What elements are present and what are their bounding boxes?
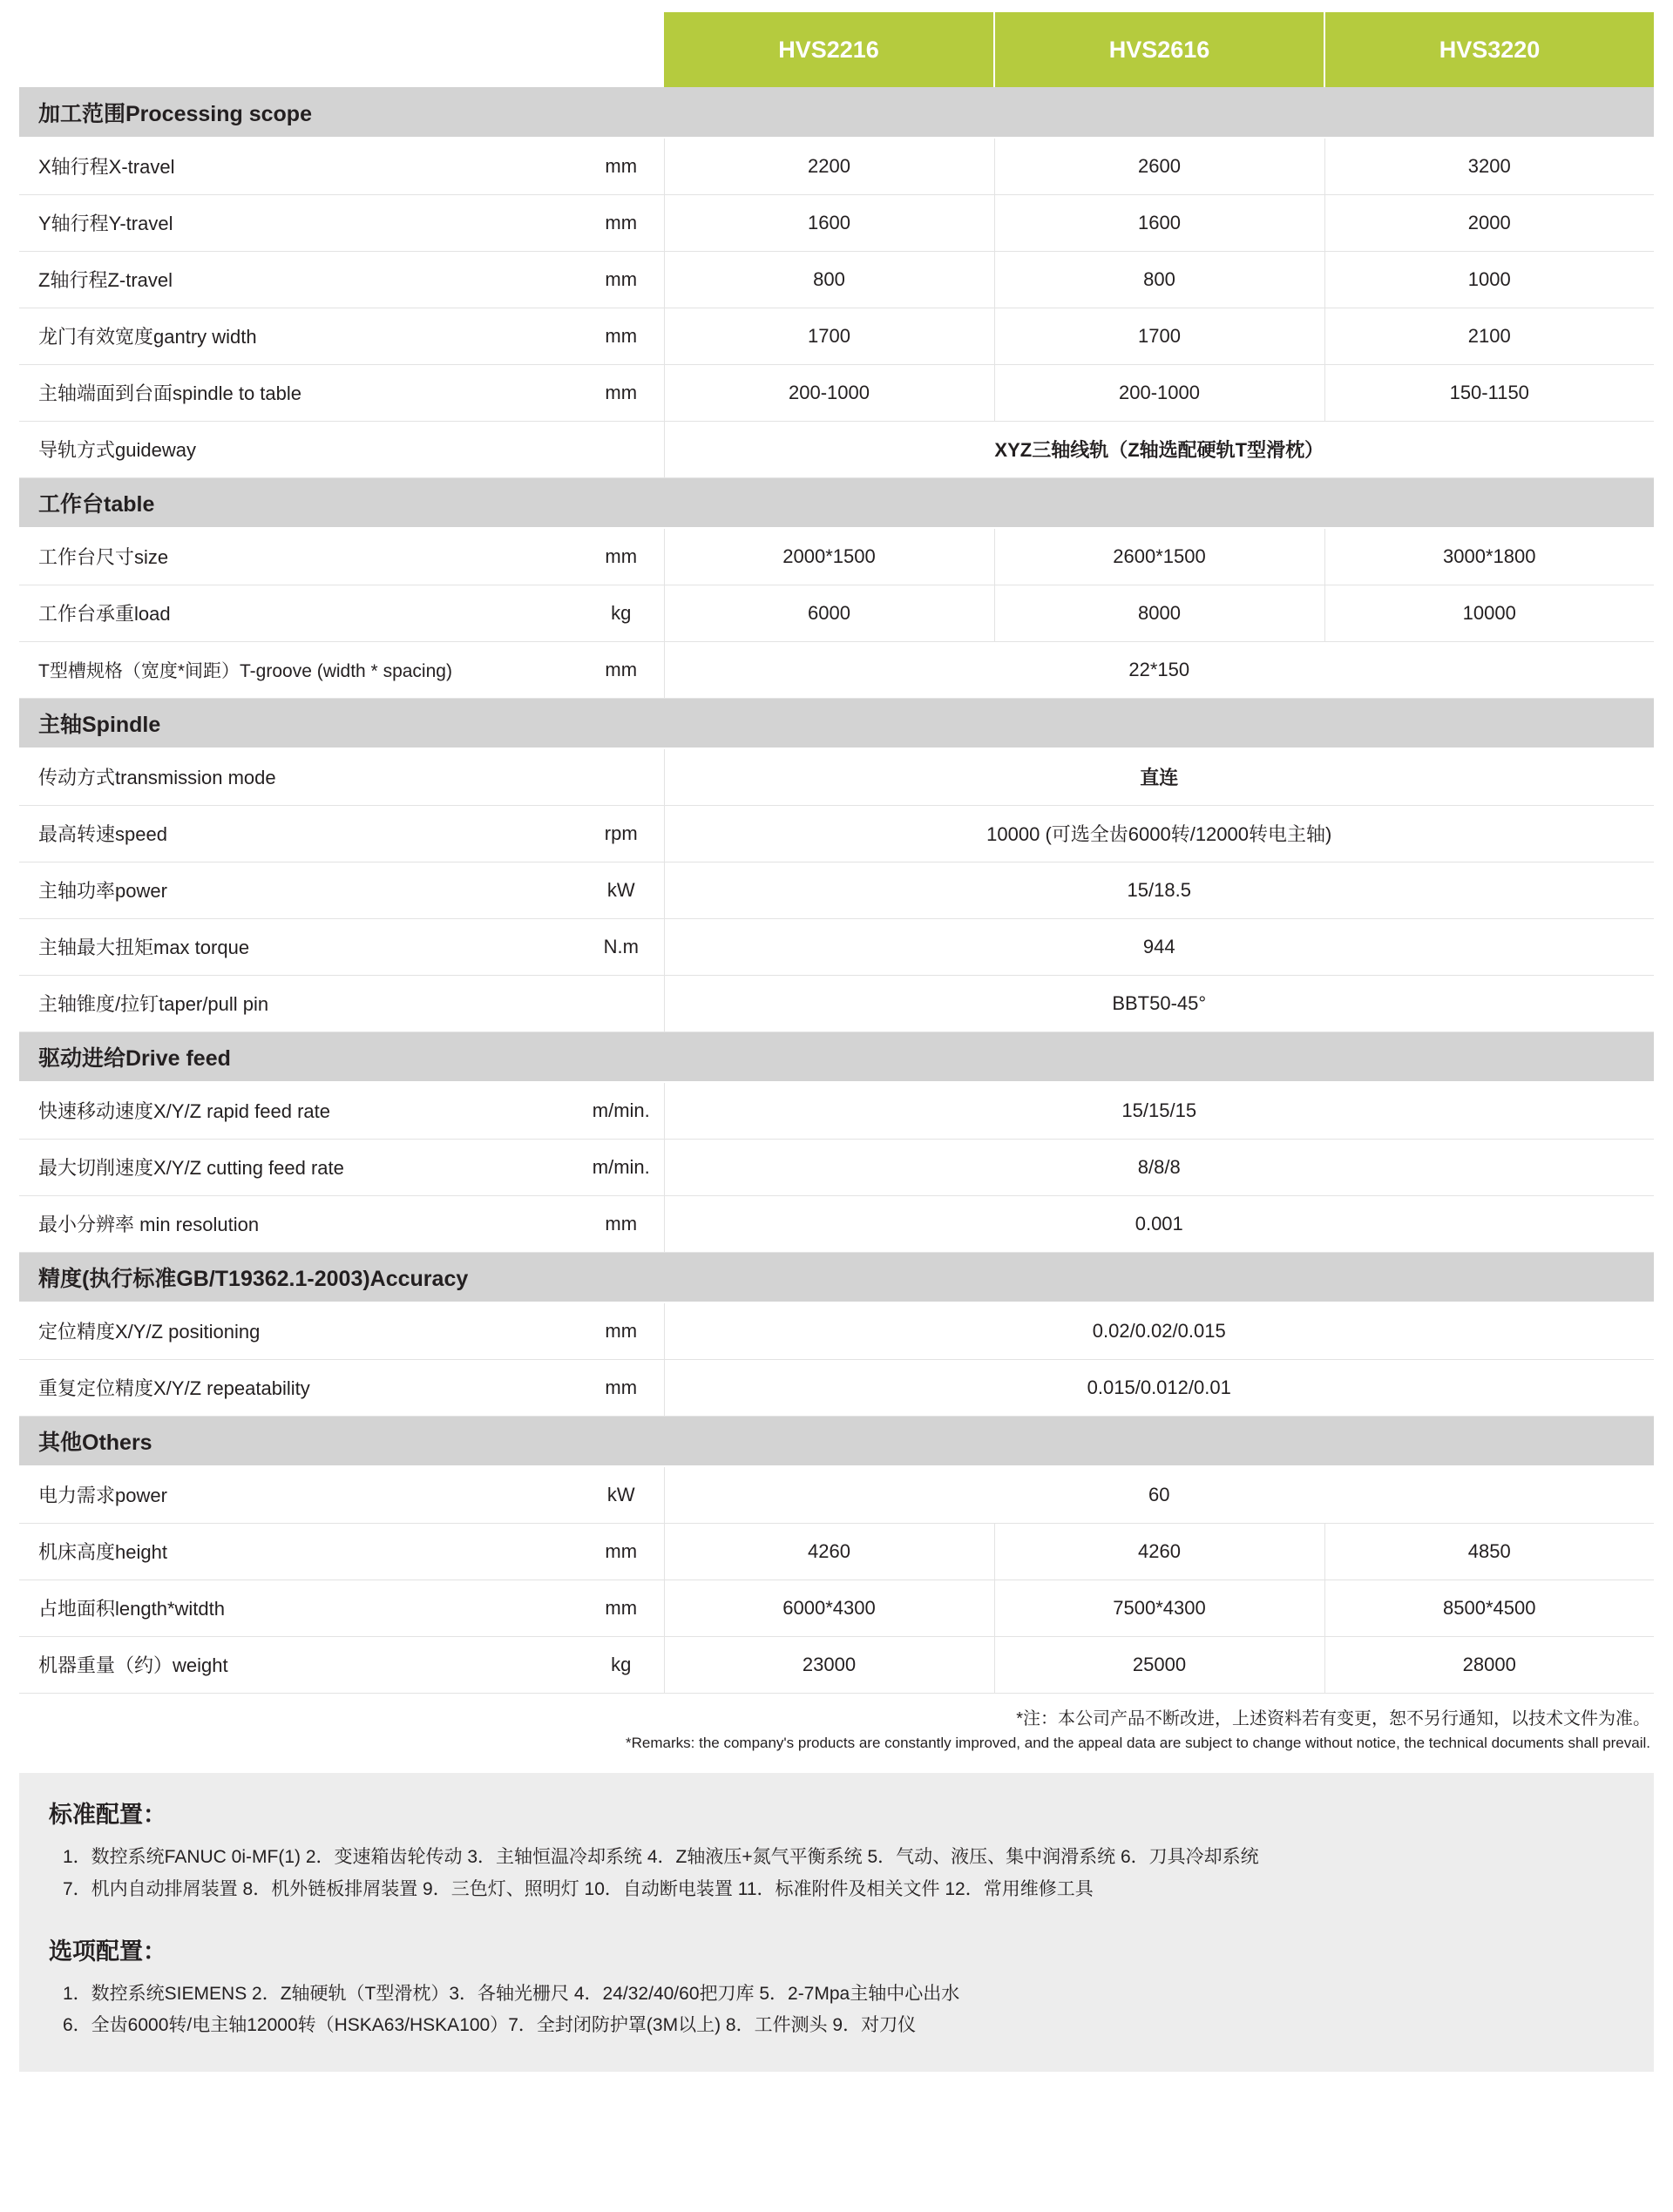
row-label: 主轴最大扭矩max torque xyxy=(19,918,579,975)
table-row xyxy=(19,641,1654,698)
row-label: 工作台承重load xyxy=(19,585,579,641)
table-row xyxy=(19,528,1654,585)
section-row xyxy=(19,1032,1654,1082)
row-value-model-2: 2600 xyxy=(994,138,1324,194)
row-label: 主轴功率power xyxy=(19,862,579,918)
row-value-all-models: 22*150 xyxy=(664,641,1654,698)
row-value-all-models: 0.015/0.012/0.01 xyxy=(664,1359,1654,1416)
row-value-all-models: 15/18.5 xyxy=(664,862,1654,918)
table-row xyxy=(19,1195,1654,1252)
option-config-title: 选项配置： xyxy=(49,1938,166,1965)
row-value-all-models: 0.02/0.02/0.015 xyxy=(664,1302,1654,1359)
table-row xyxy=(19,918,1654,975)
row-value-model-2: 4260 xyxy=(994,1523,1324,1580)
row-label: X轴行程X-travel xyxy=(19,138,579,194)
row-label: 最小分辨率 min resolution xyxy=(19,1195,579,1252)
section-row xyxy=(19,1252,1654,1302)
section-row xyxy=(19,698,1654,748)
row-unit: mm xyxy=(579,641,664,698)
table-row xyxy=(19,1082,1654,1139)
row-value-all-models: BBT50-45° xyxy=(664,975,1654,1032)
row-value-model-2: 200-1000 xyxy=(994,364,1324,421)
row-unit: mm xyxy=(579,364,664,421)
row-unit: mm xyxy=(579,251,664,308)
row-unit: kW xyxy=(579,862,664,918)
row-label: T型槽规格（宽度*间距）T-groove (width * spacing) xyxy=(19,641,579,698)
standard-config-title: 标准配置： xyxy=(49,1802,166,1828)
row-unit: mm xyxy=(579,138,664,194)
row-label: 龙门有效宽度gantry width xyxy=(19,308,579,364)
row-value-model-3: 2100 xyxy=(1324,308,1654,364)
remarks-block xyxy=(19,1706,1654,1755)
table-row xyxy=(19,421,1654,477)
table-row xyxy=(19,308,1654,364)
row-unit: mm xyxy=(579,1302,664,1359)
row-value-all-models: XYZ三轴线轨（Z轴选配硬轨T型滑枕） xyxy=(664,421,1654,477)
model-header-1: HVS2216 xyxy=(664,12,994,87)
row-unit: kg xyxy=(579,1636,664,1693)
table-row xyxy=(19,251,1654,308)
row-label: 快速移动速度X/Y/Z rapid feed rate xyxy=(19,1082,579,1139)
section-title: 工作台table xyxy=(19,477,1654,528)
row-label: 传动方式transmission mode xyxy=(19,748,579,805)
row-label: 主轴锥度/拉钉taper/pull pin xyxy=(19,975,579,1032)
row-unit: mm xyxy=(579,1359,664,1416)
header-blank-label xyxy=(19,12,579,87)
row-value-model-2: 1600 xyxy=(994,194,1324,251)
row-unit: mm xyxy=(579,194,664,251)
section-row xyxy=(19,477,1654,528)
row-value-model-3: 1000 xyxy=(1324,251,1654,308)
row-unit: rpm xyxy=(579,805,664,862)
table-row xyxy=(19,1359,1654,1416)
row-value-model-3: 8500*4500 xyxy=(1324,1580,1654,1636)
section-row xyxy=(19,1416,1654,1466)
row-value-all-models: 8/8/8 xyxy=(664,1139,1654,1195)
table-row xyxy=(19,805,1654,862)
row-unit: mm xyxy=(579,1195,664,1252)
table-row xyxy=(19,138,1654,194)
remarks-english: *Remarks: the company's products are constantly improved, and the appeal data are subject to change without notice, the technical documents shall prevail. xyxy=(626,1734,1650,1751)
section-row xyxy=(19,87,1654,138)
standard-config-line: 1．数控系统FANUC 0i-MF(1) 2．变速箱齿轮传动 3．主轴恒温冷却系统 4．Z轴液压+氮气平衡系统 5．气动、液压、集中润滑系统 6．刀具冷却系统 xyxy=(63,1847,1259,1867)
specification-table-body xyxy=(19,12,1654,1693)
row-label: 电力需求power xyxy=(19,1466,579,1523)
table-row xyxy=(19,194,1654,251)
row-value-model-1: 6000*4300 xyxy=(664,1580,994,1636)
model-header-2: HVS2616 xyxy=(994,12,1324,87)
row-value-model-1: 800 xyxy=(664,251,994,308)
row-label: Z轴行程Z-travel xyxy=(19,251,579,308)
row-value-all-models: 0.001 xyxy=(664,1195,1654,1252)
row-value-model-2: 7500*4300 xyxy=(994,1580,1324,1636)
table-row xyxy=(19,1302,1654,1359)
section-title: 主轴Spindle xyxy=(19,698,1654,748)
option-config-line: 1．数控系统SIEMENS 2．Z轴硬轨（T型滑枕）3．各轴光栅尺 4．24/32/40/60把刀库 5．2-7Mpa主轴中心出水 xyxy=(63,1983,960,2004)
row-unit: m/min. xyxy=(579,1139,664,1195)
row-value-all-models: 直连 xyxy=(664,748,1654,805)
standard-config-line: 7．机内自动排屑装置 8．机外链板排屑装置 9．三色灯、照明灯 10．自动断电装置 11．标准附件及相关文件 12．常用维修工具 xyxy=(63,1878,1094,1899)
configuration-box xyxy=(19,1773,1654,2072)
row-value-all-models: 15/15/15 xyxy=(664,1082,1654,1139)
row-label: 导轨方式guideway xyxy=(19,421,579,477)
section-title: 其他Others xyxy=(19,1416,1654,1466)
header-blank-unit xyxy=(579,12,664,87)
table-row xyxy=(19,585,1654,641)
row-unit: kg xyxy=(579,585,664,641)
model-header-3: HVS3220 xyxy=(1324,12,1654,87)
row-value-model-1: 2000*1500 xyxy=(664,528,994,585)
row-value-model-1: 6000 xyxy=(664,585,994,641)
row-value-model-3: 150-1150 xyxy=(1324,364,1654,421)
row-value-model-1: 200-1000 xyxy=(664,364,994,421)
specification-table xyxy=(19,12,1654,1694)
row-value-model-2: 800 xyxy=(994,251,1324,308)
row-unit xyxy=(579,975,664,1032)
row-value-model-2: 1700 xyxy=(994,308,1324,364)
row-value-model-3: 10000 xyxy=(1324,585,1654,641)
row-unit: mm xyxy=(579,308,664,364)
row-value-model-1: 2200 xyxy=(664,138,994,194)
row-label: 机床高度height xyxy=(19,1523,579,1580)
row-unit: kW xyxy=(579,1466,664,1523)
table-row xyxy=(19,862,1654,918)
row-value-model-1: 1700 xyxy=(664,308,994,364)
row-value-model-1: 1600 xyxy=(664,194,994,251)
row-value-model-1: 4260 xyxy=(664,1523,994,1580)
row-value-model-3: 28000 xyxy=(1324,1636,1654,1693)
option-config-line: 6．全齿6000转/电主轴12000转（HSKA63/HSKA100）7．全封闭防护罩(3M以上) 8．工件测头 9．对刀仪 xyxy=(63,2015,917,2036)
table-row xyxy=(19,1580,1654,1636)
row-label: 重复定位精度X/Y/Z repeatability xyxy=(19,1359,579,1416)
row-label: 最大切削速度X/Y/Z cutting feed rate xyxy=(19,1139,579,1195)
section-title: 精度(执行标准GB/T19362.1-2003)Accuracy xyxy=(19,1252,1654,1302)
row-value-model-3: 3000*1800 xyxy=(1324,528,1654,585)
row-unit xyxy=(579,748,664,805)
remarks-chinese: *注：本公司产品不断改进，上述资料若有变更，恕不另行通知，以技术文件为准。 xyxy=(1016,1708,1650,1728)
row-label: 主轴端面到台面spindle to table xyxy=(19,364,579,421)
row-value-model-1: 23000 xyxy=(664,1636,994,1693)
row-unit: N.m xyxy=(579,918,664,975)
row-value-model-2: 8000 xyxy=(994,585,1324,641)
row-value-all-models: 60 xyxy=(664,1466,1654,1523)
row-label: 工作台尺寸size xyxy=(19,528,579,585)
row-label: 最高转速speed xyxy=(19,805,579,862)
row-unit: m/min. xyxy=(579,1082,664,1139)
row-unit: mm xyxy=(579,1523,664,1580)
row-value-model-3: 2000 xyxy=(1324,194,1654,251)
table-row xyxy=(19,1636,1654,1693)
row-label: 定位精度X/Y/Z positioning xyxy=(19,1302,579,1359)
table-row xyxy=(19,364,1654,421)
row-unit xyxy=(579,421,664,477)
row-label: 占地面积length*witdth xyxy=(19,1580,579,1636)
table-row xyxy=(19,1523,1654,1580)
row-value-model-3: 4850 xyxy=(1324,1523,1654,1580)
row-unit: mm xyxy=(579,1580,664,1636)
row-label: 机器重量（约）weight xyxy=(19,1636,579,1693)
table-header-row xyxy=(19,12,1654,87)
table-row xyxy=(19,1466,1654,1523)
row-value-model-2: 25000 xyxy=(994,1636,1324,1693)
row-label: Y轴行程Y-travel xyxy=(19,194,579,251)
table-row xyxy=(19,748,1654,805)
section-title: 加工范围Processing scope xyxy=(19,87,1654,138)
row-value-all-models: 944 xyxy=(664,918,1654,975)
row-value-all-models: 10000 (可选全齿6000转/12000转电主轴) xyxy=(664,805,1654,862)
table-row xyxy=(19,975,1654,1032)
section-title: 驱动进给Drive feed xyxy=(19,1032,1654,1082)
row-value-model-3: 3200 xyxy=(1324,138,1654,194)
table-row xyxy=(19,1139,1654,1195)
row-unit: mm xyxy=(579,528,664,585)
row-value-model-2: 2600*1500 xyxy=(994,528,1324,585)
